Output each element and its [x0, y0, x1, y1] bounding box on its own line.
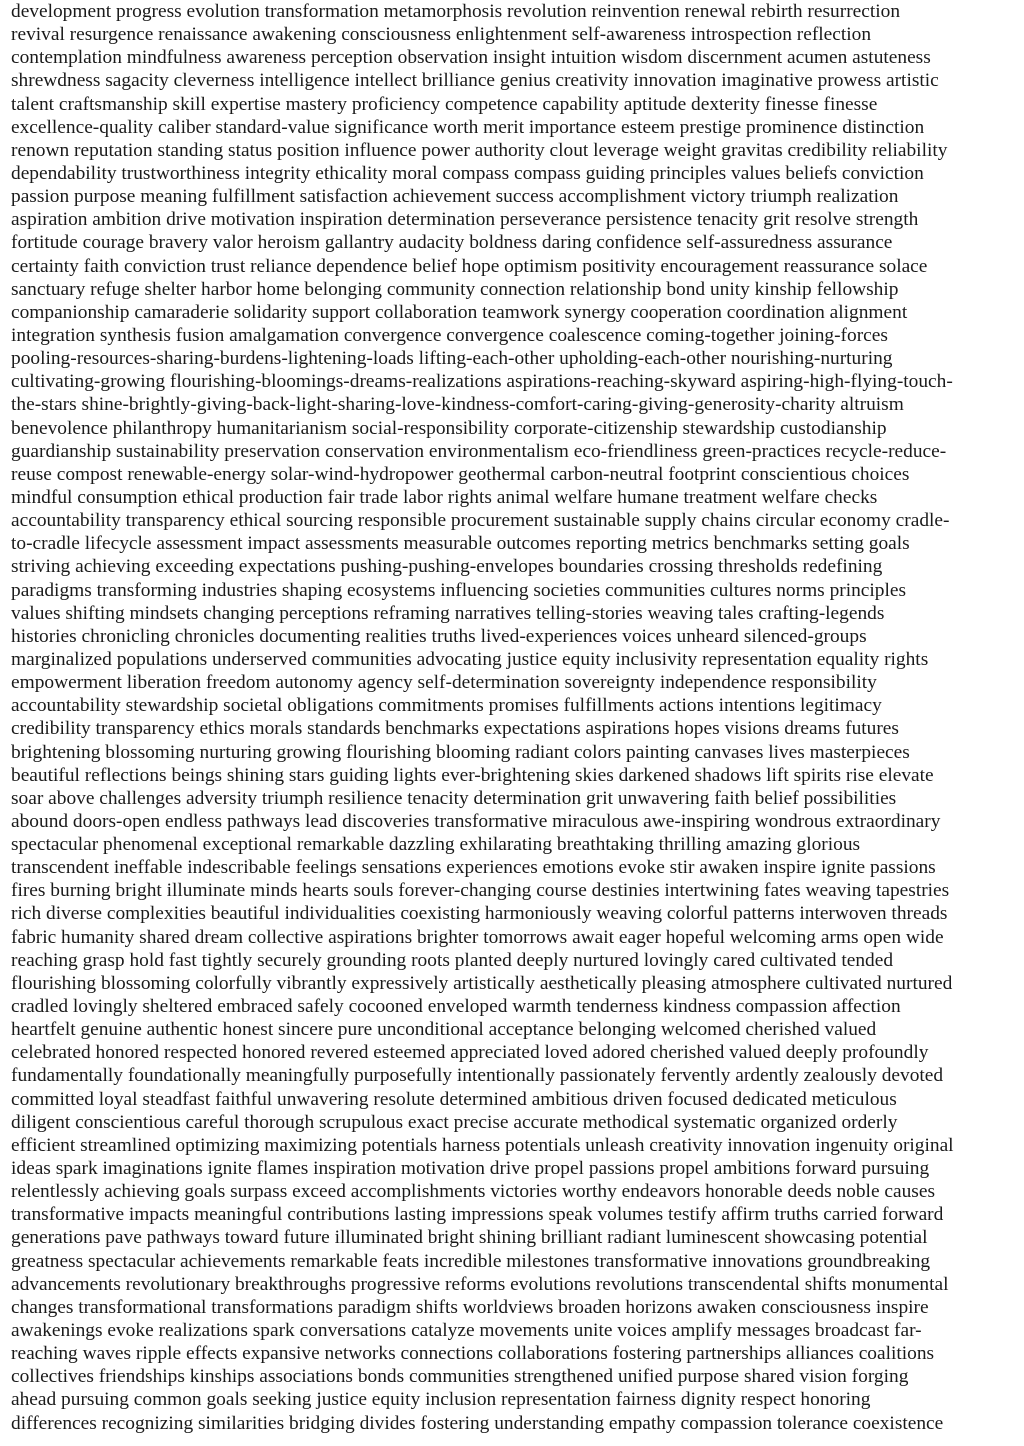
text-line: companionship camaraderie solidarity support collaboration teamwork synergy cooperation coordination alignment — [11, 301, 908, 323]
text-line: cradled lovingly sheltered embraced safely cocooned enveloped warmth tenderness kindness compassion affection — [11, 996, 901, 1018]
text-line: cultivating-growing flourishing-bloomings-dreams-realizations aspirations-reaching-skyward aspiring-high-flying-touch- — [11, 371, 953, 393]
text-line: rich diverse complexities beautiful individualities coexisting harmoniously weaving colorful patterns interwoven threads — [11, 903, 948, 925]
text-line: paradigms transforming industries shaping ecosystems influencing societies communities cultures norms principles — [11, 579, 907, 601]
text-line: renown reputation standing status position influence power authority clout leverage weight gravitas credibility reliability — [11, 139, 948, 161]
text-line: ideas spark imaginations ignite flames inspiration motivation drive propel passions propel ambitions forward pursuing — [11, 1158, 930, 1180]
text-line: aspiration ambition drive motivation inspiration determination perseverance persistence tenacity grit resolve strength — [11, 209, 919, 231]
text-line: reuse compost renewable-energy solar-wind-hydropower geothermal carbon-neutral footprint conscientious choices — [11, 463, 910, 485]
text-line: histories chronicling chronicles documenting realities truths lived-experiences voices unheard silenced-groups — [11, 625, 867, 647]
text-line: accountability stewardship societal obligations commitments promises fulfillments actions intentions legitimacy — [11, 695, 882, 717]
text-line: soar above challenges adversity triumph resilience tenacity determination grit unwavering faith belief possibilities — [11, 787, 897, 809]
text-line: ahead pursuing common goals seeking justice equity inclusion representation fairness dignity respect honoring — [11, 1389, 871, 1411]
text-line: fundamentally foundationally meaningfully purposefully intentionally passionately fervently ardently zealously devoted — [11, 1065, 944, 1087]
text-line: relentlessly achieving goals surpass exceed accomplishments victories worthy endeavors honorable deeds noble causes — [11, 1181, 935, 1203]
text-line: credibility transparency ethics morals standards benchmarks expectations aspirations hopes visions dreams futures — [11, 718, 899, 740]
text-line: changes transformational transformations paradigm shifts worldviews broaden horizons awaken consciousness inspire — [11, 1296, 929, 1318]
text-line: transformative impacts meaningful contributions lasting impressions speak volumes testify affirm truths carried forward — [11, 1204, 944, 1226]
text-line: transcendent ineffable indescribable feelings sensations experiences emotions evoke stir awaken inspire ignite passions — [11, 857, 936, 879]
body-text — [11, 0, 1017, 1435]
text-line: development progress evolution transformation metamorphosis revolution reinvention renewal rebirth resurrection — [11, 1, 901, 22]
text-line: fortitude courage bravery valor heroism gallantry audacity boldness daring confidence self-assuredness assurance — [11, 232, 893, 254]
text-line: abound doors-open endless pathways lead discoveries transformative miraculous awe-inspiring wondrous extraordinary — [11, 810, 941, 832]
text-line: beautiful reflections beings shining stars guiding lights ever-brightening skies darkened shadows lift spirits rise elevate — [11, 764, 934, 786]
text-line: brightening blossoming nurturing growing flourishing blooming radiant colors painting canvases lives masterpieces — [11, 741, 910, 763]
text-line: talent craftsmanship skill expertise mastery proficiency competence capability aptitude dexterity finesse finesse — [11, 93, 878, 115]
text-line: fabric humanity shared dream collective aspirations brighter tomorrows await eager hopeful welcoming arms open wide — [11, 926, 944, 948]
text-line: guardianship sustainability preservation conservation environmentalism eco-friendliness green-practices recycle-reduce- — [11, 440, 947, 462]
text-line: passion purpose meaning fulfillment satisfaction achievement success accomplishment victory triumph realization — [11, 186, 899, 208]
text-line: mindful consumption ethical production fair trade labor rights animal welfare humane treatment welfare checks — [11, 486, 878, 508]
text-line: to-cradle lifecycle assessment impact assessments measurable outcomes reporting metrics benchmarks setting goals — [11, 533, 910, 555]
text-line: spectacular phenomenal exceptional remarkable dazzling exhilarating breathtaking thrilling amazing glorious — [11, 834, 861, 856]
text-line: heartfelt genuine authentic honest sincere pure unconditional acceptance belonging welcomed cherished valued — [11, 1019, 877, 1041]
text-line: the-stars shine-brightly-giving-back-light-sharing-love-kindness-comfort-caring-giving-generosity-charity altruism — [11, 394, 904, 416]
text-line: revival resurgence renaissance awakening consciousness enlightenment self-awareness introspection reflection — [11, 24, 872, 46]
text-line: accountability transparency ethical sourcing responsible procurement sustainable supply chains circular economy cradle- — [11, 510, 950, 532]
text-line: reaching waves ripple effects expansive networks connections collaborations fostering partnerships alliances coalitions — [11, 1343, 935, 1365]
text-line: reaching grasp hold fast tightly securely grounding roots planted deeply nurtured lovingly cared cultivated tended — [11, 949, 894, 971]
text-line: contemplation mindfulness awareness perception observation insight intuition wisdom discernment acumen astuteness — [11, 47, 931, 69]
text-line: benevolence philanthropy humanitarianism social-responsibility corporate-citizenship stewardship custodianship — [11, 417, 887, 439]
text-line: marginalized populations underserved communities advocating justice equity inclusivity representation equality rights — [11, 648, 929, 670]
text-line: collectives friendships kinships associations bonds communities strengthened unified purpose shared vision forging — [11, 1366, 909, 1388]
text-line: certainty faith conviction trust reliance dependence belief hope optimism positivity encouragement reassurance solace — [11, 255, 928, 277]
text-line: empowerment liberation freedom autonomy agency self-determination sovereignty independence responsibility — [11, 672, 877, 694]
text-line: shrewdness sagacity cleverness intelligence intellect brilliance genius creativity innovation imaginative prowess artistic — [11, 70, 939, 92]
text-line: differences recognizing similarities bridging divides fostering understanding empathy compassion tolerance coexistence — [11, 1412, 944, 1434]
text-line: diligent conscientious careful thorough scrupulous exact precise accurate methodical systematic organized orderly — [11, 1111, 898, 1133]
text-line: sanctuary refuge shelter harbor home belonging community connection relationship bond unity kinship fellowship — [11, 278, 899, 300]
text-line: generations pave pathways toward future illuminated bright shining brilliant radiant luminescent showcasing potential — [11, 1227, 928, 1249]
text-line: pooling-resources-sharing-burdens-lightening-loads lifting-each-other upholding-each-other nourishing-nurturing — [11, 348, 893, 370]
text-line: integration synthesis fusion amalgamation convergence convergence coalescence coming-together joining-forces — [11, 324, 888, 346]
text-line: committed loyal steadfast faithful unwavering resolute determined ambitious driven focused dedicated meticulous — [11, 1088, 897, 1110]
text-line: striving achieving exceeding expectations pushing-pushing-envelopes boundaries crossing thresholds redefining — [11, 556, 883, 578]
text-line: excellence-quality caliber standard-value significance worth merit importance esteem prestige prominence distinction — [11, 116, 925, 138]
text-line: dependability trustworthiness integrity ethicality moral compass compass guiding principles values beliefs conviction — [11, 162, 924, 184]
text-line: fires burning bright illuminate minds hearts souls forever-changing course destinies intertwining fates weaving tapestries — [11, 880, 950, 902]
text-line: efficient streamlined optimizing maximizing potentials harness potentials unleash creativity innovation ingenuity original — [11, 1134, 954, 1156]
text-line: values shifting mindsets changing perceptions reframing narratives telling-stories weaving tales crafting-legends — [11, 602, 885, 624]
text-line: awakenings evoke realizations spark conversations catalyze movements unite voices amplify messages broadcast far- — [11, 1320, 922, 1342]
text-line: celebrated honored respected honored revered esteemed appreciated loved adored cherished valued deeply profoundly — [11, 1042, 929, 1064]
text-line: flourishing blossoming colorfully vibrantly expressively artistically aesthetically pleasing atmosphere cultivated nurtured — [11, 972, 953, 994]
text-line: greatness spectacular achievements remarkable feats incredible milestones transformative innovations groundbreaking — [11, 1250, 931, 1272]
text-line: advancements revolutionary breakthroughs progressive reforms evolutions revolutions transcendental shifts monumental — [11, 1273, 949, 1295]
